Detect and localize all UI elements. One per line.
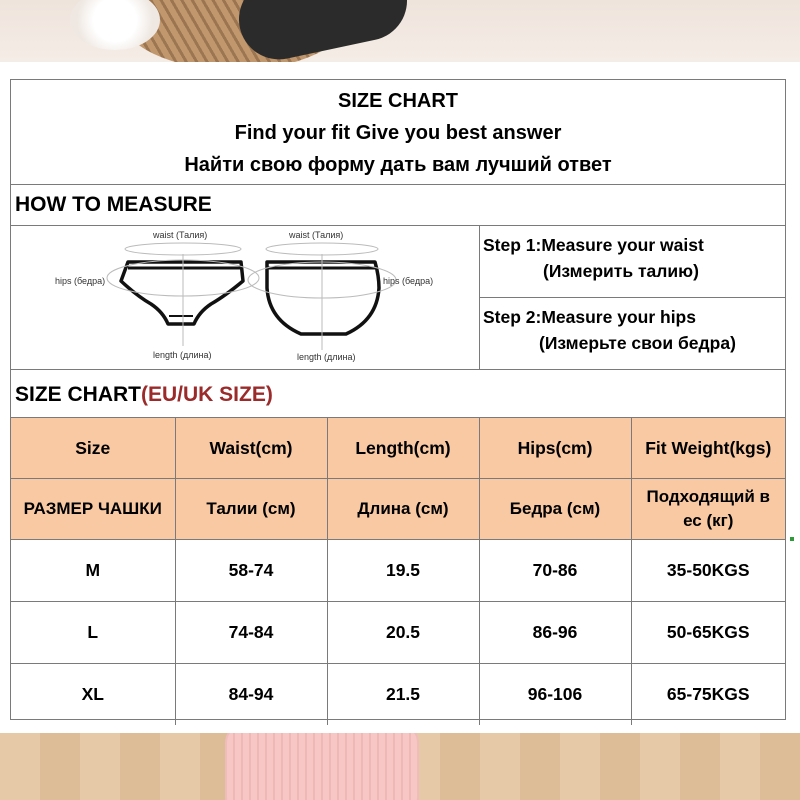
- header-cell-weight: Fit Weight(kgs): [631, 418, 785, 479]
- waist-label-left: waist (Талия): [153, 230, 208, 240]
- header-cell-hips: Hips(cm): [479, 418, 631, 479]
- cell-hips: 70-86: [479, 540, 631, 602]
- size-chart-panel: [10, 79, 786, 720]
- header-cell-waist: Waist(cm): [175, 418, 327, 479]
- hips-label-right: hips (бедра): [383, 276, 434, 286]
- cell-size: M: [11, 540, 175, 602]
- cell-length: 21.5: [327, 664, 479, 726]
- header-cell-length: Length(cm): [327, 418, 479, 479]
- header-cell-size: Size: [11, 418, 175, 479]
- chart-subtitle-en: Find your fit Give you best answer: [234, 122, 562, 144]
- cell-waist: 74-84: [175, 602, 327, 664]
- cell-waist: 58-74: [175, 540, 327, 602]
- cell-size: XL: [11, 664, 175, 726]
- length-label-left: length (длина): [153, 350, 212, 360]
- cell-hips: 96-106: [479, 664, 631, 726]
- measure-diagram: [11, 226, 480, 369]
- step-1: [480, 226, 785, 298]
- step-1-text: Step 1:Measure your waist: [483, 235, 704, 255]
- briefs-outline-icon: [107, 243, 259, 346]
- briefs-back-outline-icon: [248, 243, 396, 350]
- table-header-row-ru: [11, 479, 785, 540]
- cell-waist: 84-94: [175, 664, 327, 726]
- how-to-measure-heading: HOW TO MEASURE: [11, 185, 785, 226]
- cell-hips: 86-96: [479, 602, 631, 664]
- step-2-text: Step 2:Measure your hips: [483, 307, 696, 327]
- corner-mark: [790, 537, 794, 541]
- cell-size: L: [11, 602, 175, 664]
- header-cell-size-ru: РАЗМЕР ЧАШКИ: [11, 479, 175, 540]
- bottom-product-photo: [0, 733, 800, 800]
- table-row: [11, 540, 785, 602]
- step-2: [480, 298, 785, 369]
- measure-row: [11, 226, 785, 370]
- header-cell-hips-ru: Бедра (см): [479, 479, 631, 540]
- length-label-right: length (длина): [297, 352, 356, 362]
- size-table: [11, 418, 785, 725]
- pink-briefs-image: [225, 733, 419, 800]
- title-block: [11, 80, 785, 185]
- step-1-text-ru: (Измерить талию): [543, 261, 699, 281]
- size-chart-heading-text: SIZE CHART: [15, 383, 141, 406]
- dark-cloth-image: [232, 0, 415, 62]
- briefs-diagram: [11, 226, 479, 369]
- cell-weight: 35-50KGS: [631, 540, 785, 602]
- step-2-text-ru: (Измерьте свои бедра): [539, 333, 736, 353]
- top-product-photo: [0, 0, 800, 62]
- header-cell-length-ru: Длина (см): [327, 479, 479, 540]
- table-row: [11, 664, 785, 726]
- table-row: [11, 602, 785, 664]
- header-cell-weight-ru: Подходящий в ес (кг): [631, 479, 785, 540]
- cell-length: 20.5: [327, 602, 479, 664]
- cell-weight: 65-75KGS: [631, 664, 785, 726]
- size-chart-heading-region: (EU/UK SIZE): [141, 383, 273, 406]
- size-chart-heading: [11, 370, 785, 418]
- measure-steps: [480, 226, 785, 369]
- cell-weight: 50-65KGS: [631, 602, 785, 664]
- chart-title: SIZE CHART: [338, 90, 458, 112]
- cell-length: 19.5: [327, 540, 479, 602]
- table-header-row: [11, 418, 785, 479]
- chart-subtitle-ru: Найти свою форму дать вам лучший ответ: [184, 154, 612, 176]
- waist-label-right: waist (Талия): [289, 230, 344, 240]
- header-cell-waist-ru: Талии (см): [175, 479, 327, 540]
- hips-label-left: hips (бедра): [55, 276, 106, 286]
